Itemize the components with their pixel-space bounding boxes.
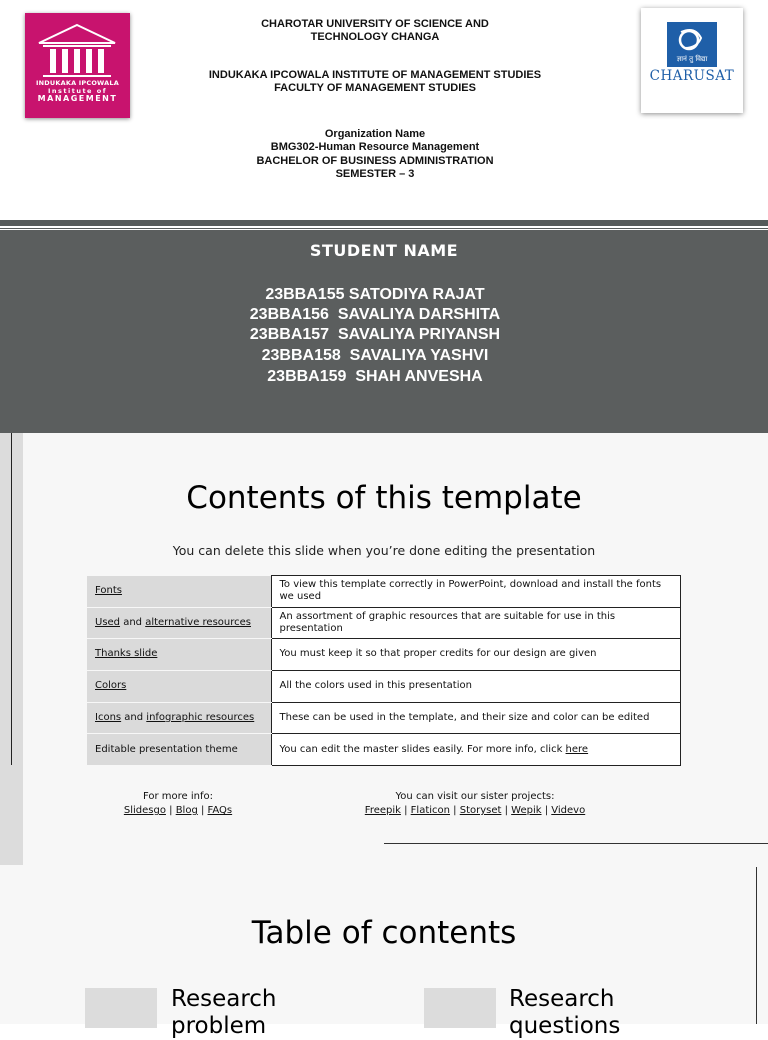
table-row <box>87 702 681 734</box>
infographic-resources-link[interactable]: infographic resources <box>146 711 255 723</box>
contents-subtitle: You can delete this slide when you’re done editing the presentation <box>172 543 596 558</box>
link-separator: | <box>165 805 176 816</box>
toc-item-research-problem[interactable] <box>171 986 277 1040</box>
colors-link[interactable]: Colors <box>95 680 127 692</box>
student-name: 23BBA155 SATODIYA RAJAT <box>265 286 485 303</box>
more-info-block <box>90 790 266 818</box>
blog-link[interactable]: Blog <box>175 805 198 816</box>
university-line-2: TECHNOLOGY CHANGA <box>310 31 440 44</box>
course-code: BMG302-Human Resource Management <box>270 141 480 154</box>
student-name: 23BBA156 SAVALIYA DARSHITA <box>249 306 501 323</box>
bottom-accent-line <box>384 843 768 844</box>
student-name: 23BBA158 SAVALIYA YASHVI <box>261 347 489 364</box>
row-description <box>271 734 681 766</box>
row-description: To view this template correctly in PowerPoint, download and install the fonts we used <box>271 576 681 608</box>
slidesgo-link[interactable]: Slidesgo <box>123 805 166 816</box>
university-name <box>150 18 600 45</box>
program-name: BACHELOR OF BUSINESS ADMINISTRATION <box>256 154 494 167</box>
divider-bar <box>0 220 768 226</box>
more-info-label: For more info: <box>142 791 213 802</box>
flaticon-link[interactable]: Flaticon <box>410 805 450 816</box>
charusat-emblem-icon <box>667 22 717 67</box>
row-label <box>87 576 271 608</box>
sister-projects-block <box>330 790 620 818</box>
toc-number-box <box>85 988 157 1028</box>
toc-title: Table of contents <box>251 915 517 951</box>
theme-description: You can edit the master slides easily. For more info, click <box>279 743 566 755</box>
row-label <box>87 607 271 639</box>
student-name: 23BBA157 SAVALIYA PRIYANSH <box>249 326 501 343</box>
toc-number-box <box>424 988 496 1028</box>
table-row <box>87 576 681 608</box>
here-link[interactable]: here <box>565 743 589 755</box>
university-line-1: CHAROTAR UNIVERSITY OF SCIENCE AND <box>261 18 489 30</box>
faqs-link[interactable]: FAQs <box>207 805 233 816</box>
alternative-resources-link[interactable]: alternative resources <box>145 616 251 628</box>
charusat-name: CHARUSAT <box>649 68 735 84</box>
link-separator: | <box>400 805 411 816</box>
toc-item-line-2: problem <box>171 1013 267 1039</box>
logo-line-1: INDUKAKA IPCOWALA <box>36 79 119 87</box>
student-heading: STUDENT NAME <box>309 241 459 260</box>
row-label <box>87 671 271 703</box>
sister-projects-links <box>330 804 620 818</box>
contents-title: Contents of this template <box>186 480 582 516</box>
indukaka-logo <box>25 13 130 118</box>
row-label: Editable presentation theme <box>87 734 271 766</box>
semester: SEMESTER – 3 <box>335 167 415 180</box>
more-info-links <box>90 804 266 818</box>
institute-name <box>150 69 600 96</box>
table-row <box>87 639 681 671</box>
freepik-link[interactable]: Freepik <box>364 805 401 816</box>
toc-item-line-2: questions <box>509 1013 621 1039</box>
link-separator: | <box>541 805 552 816</box>
videvo-link[interactable]: Videvo <box>551 805 586 816</box>
thanks-slide-link[interactable]: Thanks slide <box>95 648 158 660</box>
wepik-link[interactable]: Wepik <box>511 805 542 816</box>
fonts-link[interactable]: Fonts <box>95 584 122 596</box>
link-separator: | <box>501 805 512 816</box>
link-separator: | <box>197 805 208 816</box>
row-description: An assortment of graphic resources that are suitable for use in this presentation <box>271 607 681 639</box>
toc-item-line-1: Research <box>171 986 277 1012</box>
row-description: All the colors used in this presentation <box>271 671 681 703</box>
student-name: 23BBA159 SHAH ANVESHA <box>267 368 483 385</box>
toc-item-line-1: Research <box>509 986 615 1012</box>
icons-link[interactable]: Icons <box>95 711 122 723</box>
toc-item-research-questions[interactable] <box>509 986 620 1040</box>
row-description: You must keep it so that proper credits for our design are given <box>271 639 681 671</box>
row-label <box>87 639 271 671</box>
used-resources-link[interactable]: Used <box>95 616 121 628</box>
divider-line <box>0 228 768 229</box>
institute-line-2: FACULTY OF MANAGEMENT STUDIES <box>274 82 476 95</box>
row-label <box>87 702 271 734</box>
table-row <box>87 671 681 703</box>
charusat-tagline: ज्ञानं तु विद्या <box>676 55 708 63</box>
organization-name: Organization Name <box>324 128 426 140</box>
link-separator: | <box>449 805 460 816</box>
row-description: These can be used in the template, and their size and color can be edited <box>271 702 681 734</box>
table-row <box>87 734 681 766</box>
table-row <box>87 607 681 639</box>
institute-line-1: INDUKAKA IPCOWALA INSTITUTE OF MANAGEMENT STUDIES <box>208 69 542 81</box>
charusat-logo <box>641 8 743 113</box>
contents-table <box>87 575 681 766</box>
logo-line-2: Institute of <box>47 87 108 95</box>
sister-projects-label: You can visit our sister projects: <box>395 791 555 802</box>
label-connector: and <box>120 616 146 628</box>
logo-line-3: MANAGEMENT <box>37 94 118 103</box>
course-details <box>150 128 600 181</box>
label-connector: and <box>121 711 147 723</box>
storyset-link[interactable]: Storyset <box>459 805 502 816</box>
